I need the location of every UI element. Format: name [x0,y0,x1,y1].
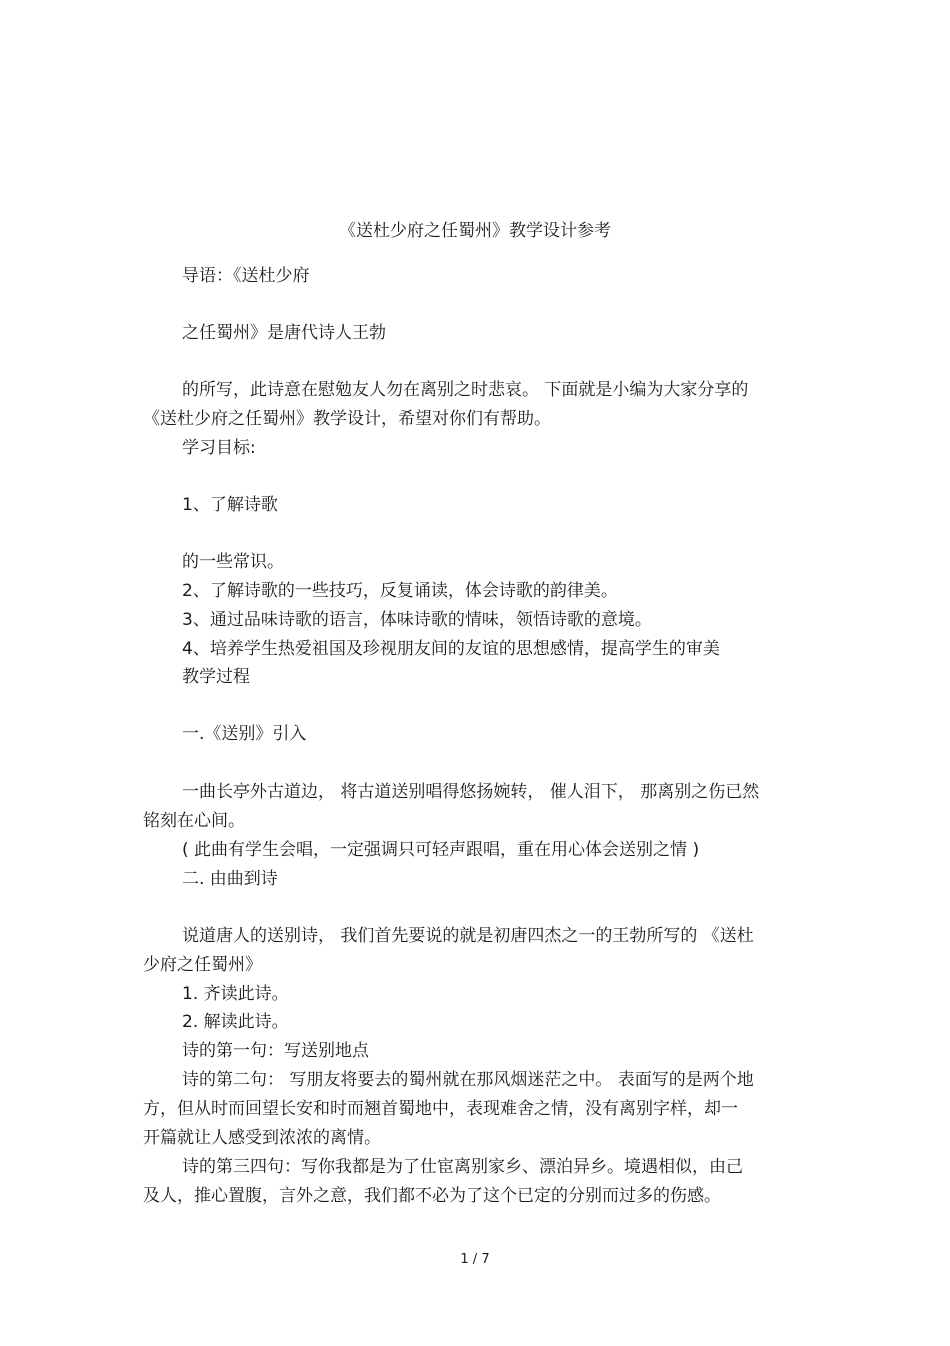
goal-2: 2、了解诗歌的一些技巧，反复诵读，体会诗歌的韵律美。 [182,581,618,601]
poem-line-3-4-analysis-2: 及人，推心置腹，言外之意，我们都不必为了这个已定的分别而过多的伤感。 [143,1186,721,1206]
poem-line-2-analysis-3: 开篇就让人感受到浓浓的离情。 [143,1128,381,1148]
section-2-paragraph-line-1: 说道唐人的送别诗， 我们首先要说的就是初唐四杰之一的王勃所写的 《送杜 [182,926,754,946]
section-1-paragraph-line-1: 一曲长亭外古道边， 将古道送别唱得悠扬婉转， 催人泪下， 那离别之伤已然 [182,782,760,802]
goal-3: 3、通过品味诗歌的语言，体味诗歌的情味，领悟诗歌的意境。 [182,610,652,630]
section-2-item-1: 1. 齐读此诗。 [182,984,289,1004]
poem-line-3-4-analysis-1: 诗的第三四句：写你我都是为了仕宦离别家乡、漂泊异乡。境遇相似，由己 [182,1157,743,1177]
section-1-heading: 一.《送别》引入 [182,724,307,744]
goal-1-line-1: 1、了解诗歌 [182,495,278,515]
process-heading: 教学过程 [182,667,250,687]
poem-line-1-analysis: 诗的第一句：写送别地点 [182,1041,369,1061]
section-2-item-2: 2. 解读此诗。 [182,1012,289,1032]
goal-1-line-2: 的一些常识。 [182,552,284,572]
page-number: 1 / 7 [460,1252,490,1267]
intro-line-1: 导语：《送杜少府 [182,266,310,286]
intro-line-3: 的所写，此诗意在慰勉友人勿在离别之时悲哀。 下面就是小编为大家分享的 [182,380,749,400]
poem-line-2-analysis-2: 方，但从时而回望长安和时而翘首蜀地中，表现难舍之情，没有离别字样，却一 [143,1099,738,1119]
poem-line-2-analysis-1: 诗的第二句： 写朋友将要去的蜀州就在那风烟迷茫之中。 表面写的是两个地 [182,1070,754,1090]
intro-line-2: 之任蜀州》是唐代诗人王勃 [182,323,386,343]
goals-heading: 学习目标: [182,438,256,458]
section-2-heading: 二. 由曲到诗 [182,869,278,889]
section-2-paragraph-line-2: 少府之任蜀州》 [143,955,262,975]
document-title: 《送杜少府之任蜀州》教学设计参考 [339,221,611,241]
section-1-paragraph-line-2: 铭刻在心间。 [143,811,245,831]
goal-4: 4、培养学生热爱祖国及珍视朋友间的友谊的思想感情，提高学生的审美 [182,639,720,659]
intro-line-4: 《送杜少府之任蜀州》教学设计，希望对你们有帮助。 [143,409,551,429]
section-1-note: ( 此曲有学生会唱，一定强调只可轻声跟唱，重在用心体会送别之情 ) [182,840,700,860]
